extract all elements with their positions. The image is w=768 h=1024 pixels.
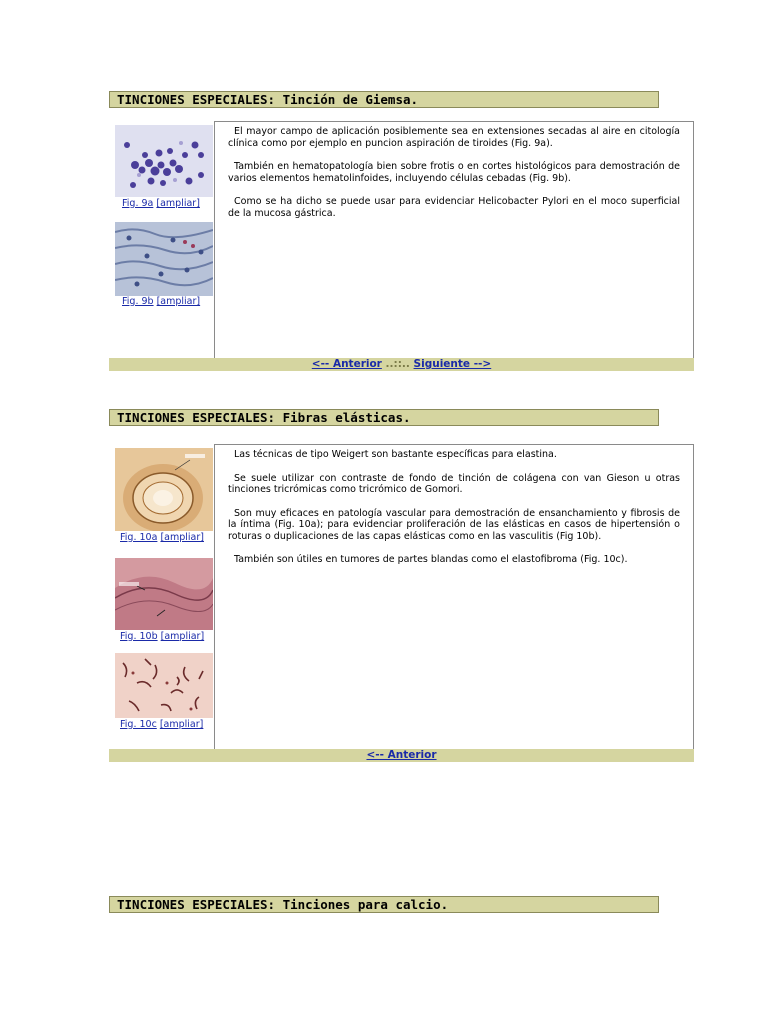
elastic-paragraph: Son muy eficaces en patología vascular para demostración de ensanchamiento y fibrosis de la íntima (Fig. 10a); para evidenciar proliferación de las elásticas en casos de hipertensión o roturas o duplicaciones de las capas elásticas como en las vasculitis (Fig 10b). — [228, 507, 680, 542]
micrograph-giemsa-cytology-icon — [115, 125, 213, 197]
figure-10b-link[interactable]: Fig. 10b — [120, 631, 158, 642]
figure-9a-caption — [122, 198, 200, 209]
section-title-giemsa: TINCIONES ESPECIALES: Tinción de Giemsa. — [109, 91, 659, 108]
section-title-calcium: TINCIONES ESPECIALES: Tinciones para calcio. — [109, 896, 659, 913]
figure-9b-caption — [122, 296, 200, 307]
figure-10c-caption — [120, 719, 203, 730]
figure-10a-image[interactable] — [115, 448, 213, 531]
elastic-nav-bar — [109, 749, 694, 762]
figure-10a-enlarge-link[interactable]: [ampliar] — [160, 532, 204, 543]
elastic-text-box — [214, 444, 694, 750]
elastic-paragraph: También son útiles en tumores de partes blandas como el elastofibroma (Fig. 10c). — [234, 554, 628, 565]
figure-10b-image[interactable] — [115, 558, 213, 630]
section-title-elastic: TINCIONES ESPECIALES: Fibras elásticas. — [109, 409, 659, 426]
figure-10b-enlarge-link[interactable]: [ampliar] — [160, 631, 205, 642]
giemsa-paragraph: Como se ha dicho se puede usar para evidenciar Helicobacter Pylori en el moco superficial de la mucosa gástrica. — [228, 196, 680, 219]
figure-10c-link[interactable]: Fig. 10c — [120, 719, 157, 730]
figure-10c-enlarge-link[interactable]: [ampliar] — [159, 719, 204, 730]
previous-link[interactable]: <-- Anterior — [366, 749, 437, 761]
figure-10a-link[interactable]: Fig. 10a — [120, 532, 158, 543]
micrograph-giemsa-tissue-icon — [115, 222, 213, 296]
figure-9a-enlarge-link[interactable]: [ampliar] — [156, 198, 200, 209]
giemsa-nav-bar — [109, 358, 694, 371]
figure-10a-caption — [120, 532, 204, 543]
micrograph-elastofibroma-icon — [115, 653, 213, 718]
figure-10c-image[interactable] — [115, 653, 213, 718]
figure-9b-link[interactable]: Fig. 9b — [122, 296, 154, 307]
nav-separator: ..::.. — [385, 358, 410, 370]
figure-9b-enlarge-link[interactable]: [ampliar] — [156, 296, 201, 307]
previous-link[interactable]: <-- Anterior — [311, 358, 382, 370]
giemsa-paragraph: También en hematopatología bien sobre frotis o en cortes histológicos para demostración de varios elementos hematolinfoides, incluyendo células cebadas (Fig. 9b). — [228, 161, 680, 184]
micrograph-vessel-wall-icon — [115, 558, 213, 630]
giemsa-paragraph: El mayor campo de aplicación posiblemente sea en extensiones secadas al aire en citología clínica como por ejemplo en puncion aspiración de tiroides (Fig. 9a). — [228, 126, 680, 149]
next-link[interactable]: Siguiente --> — [413, 358, 492, 370]
giemsa-text-box — [214, 121, 694, 359]
elastic-paragraph: Se suele utilizar con contraste de fondo de tinción de colágena con van Gieson u otras tinciones tricrómicas como tricrómico de Gomori. — [228, 472, 680, 495]
figure-9b-image[interactable] — [115, 222, 213, 296]
figure-9a-image[interactable] — [115, 125, 213, 197]
figure-9a-link[interactable]: Fig. 9a — [122, 198, 154, 209]
figure-10b-caption — [120, 631, 204, 642]
micrograph-artery-cross-section-icon — [115, 448, 213, 531]
elastic-paragraph: Las técnicas de tipo Weigert son bastante específicas para elastina. — [234, 449, 557, 460]
